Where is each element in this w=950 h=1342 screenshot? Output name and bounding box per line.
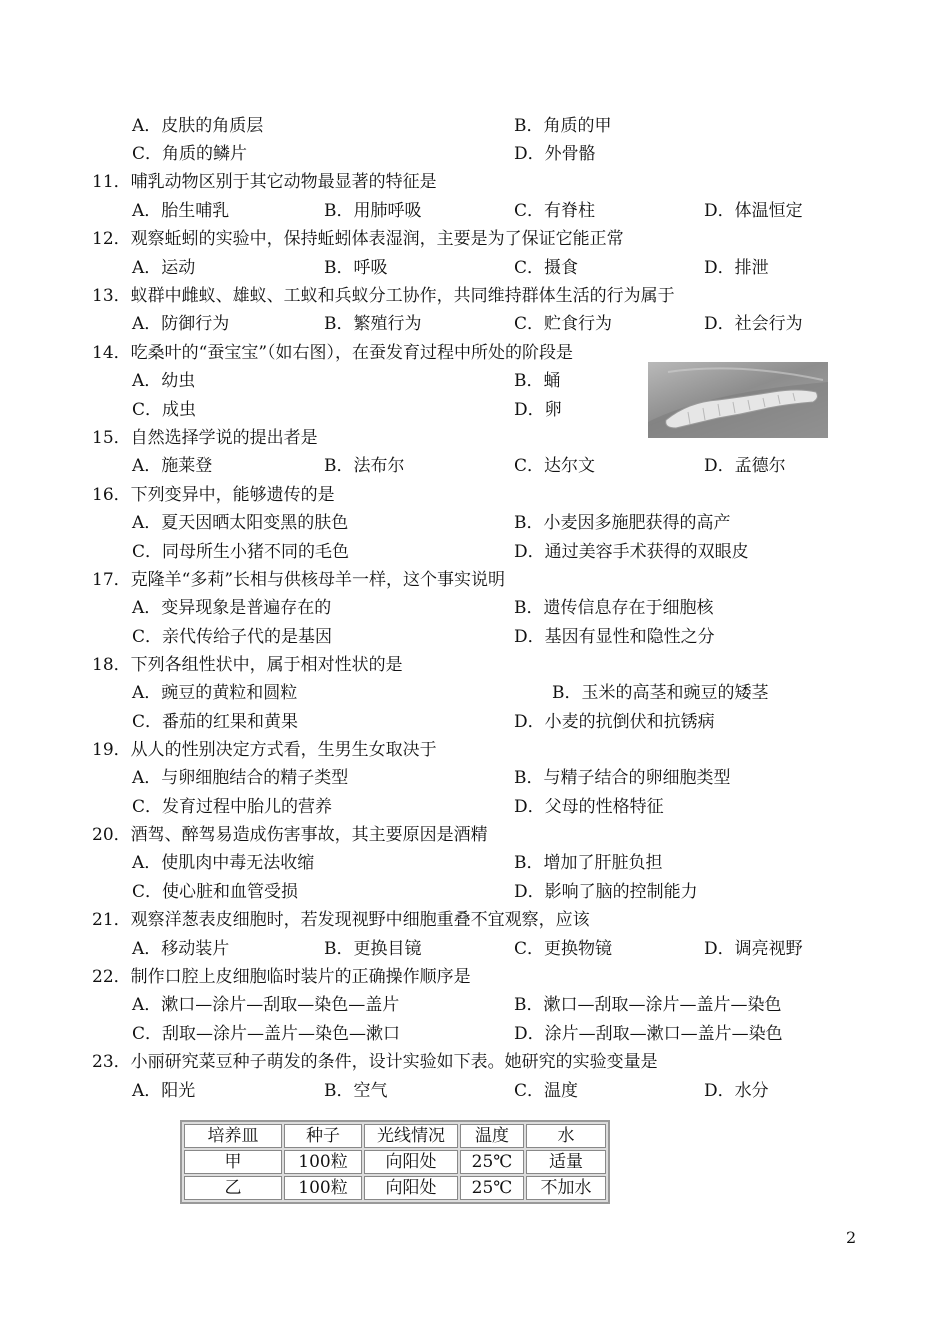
question-stem: 20．酒驾、醉驾易造成伤害事故，其主要原因是酒精 (92, 825, 488, 845)
option-a: A．与卵细胞结合的精子类型 (132, 768, 349, 788)
option-a: A．夏天因晒太阳变黑的肤色 (132, 513, 349, 533)
option-c: C．亲代传给子代的是基因 (132, 627, 333, 647)
table-cell: 向阳处 (364, 1176, 458, 1200)
table-header-cell: 培养皿 (184, 1124, 282, 1148)
option-c: C．使心脏和血管受损 (132, 882, 299, 902)
table-row (184, 1176, 606, 1200)
option-a: A．使肌肉中毒无法收缩 (132, 853, 315, 873)
option-b: B．增加了肝脏负担 (514, 853, 663, 873)
option-c: C．达尔文 (514, 456, 596, 476)
table-header-cell: 光线情况 (364, 1124, 458, 1148)
page-number: 2 (846, 1228, 857, 1247)
question-stem: 13．蚁群中雌蚁、雄蚁、工蚁和兵蚁分工协作，共同维持群体生活的行为属于 (92, 286, 675, 306)
option-d: D．通过美容手术获得的双眼皮 (514, 542, 749, 562)
option-b: B．玉米的高茎和豌豆的矮茎 (552, 683, 769, 703)
option-a: A．胎生哺乳 (132, 201, 230, 221)
option-b: B．用肺呼吸 (324, 201, 422, 221)
question-stem: 16．下列变异中，能够遗传的是 (92, 485, 335, 505)
option-c: C．有脊柱 (514, 201, 596, 221)
option-a: A．运动 (132, 258, 196, 278)
option-c: C．刮取—涂片—盖片—染色—漱口 (132, 1024, 401, 1044)
option-a: A．幼虫 (132, 371, 196, 391)
question-stem: 14．吃桑叶的“蚕宝宝”（如右图），在蚕发育过程中所处的阶段是 (92, 343, 574, 363)
option-c: C．更换物镜 (514, 939, 613, 959)
option-b: B．呼吸 (324, 258, 388, 278)
question-stem: 11．哺乳动物区别于其它动物最显著的特征是 (92, 172, 437, 192)
table-header-row (184, 1124, 606, 1148)
question-stem: 17．克隆羊“多莉”长相与供核母羊一样，这个事实说明 (92, 570, 506, 590)
option-a: A．移动装片 (132, 939, 230, 959)
option-b: B．与精子结合的卵细胞类型 (514, 768, 731, 788)
q10-option-b: B．角质的甲 (514, 116, 612, 136)
silkworm-photo (648, 362, 828, 438)
option-c: C．发育过程中胎儿的营养 (132, 797, 333, 817)
question-stem: 22．制作口腔上皮细胞临时装片的正确操作顺序是 (92, 967, 471, 987)
option-d: D．体温恒定 (704, 201, 803, 221)
option-c: C．摄食 (514, 258, 579, 278)
table-header-cell: 温度 (460, 1124, 524, 1148)
q10-option-a: A．皮肤的角质层 (132, 116, 264, 136)
option-b: B．遗传信息存在于细胞核 (514, 598, 714, 618)
option-b: B．更换目镜 (324, 939, 422, 959)
question-stem: 19．从人的性别决定方式看，生男生女取决于 (92, 740, 437, 760)
table-cell: 乙 (184, 1176, 282, 1200)
experiment-table (180, 1120, 610, 1204)
option-d: D．孟德尔 (704, 456, 786, 476)
option-d: D．排泄 (704, 258, 769, 278)
question-stem: 18．下列各组性状中，属于相对性状的是 (92, 655, 403, 675)
option-a: A．施莱登 (132, 456, 213, 476)
option-a: A．变异现象是普遍存在的 (132, 598, 332, 618)
option-d: D．基因有显性和隐性之分 (514, 627, 715, 647)
option-b: B．空气 (324, 1081, 388, 1101)
option-d: D．水分 (704, 1081, 769, 1101)
table-cell: 100粒 (284, 1150, 362, 1174)
question-stem: 12．观察蚯蚓的实验中，保持蚯蚓体表湿润，主要是为了保证它能正常 (92, 229, 624, 249)
option-c: C．同母所生小猪不同的毛色 (132, 542, 350, 562)
table-cell: 向阳处 (364, 1150, 458, 1174)
table-cell: 适量 (526, 1150, 606, 1174)
question-stem: 15．自然选择学说的提出者是 (92, 428, 318, 448)
option-c: C．温度 (514, 1081, 579, 1101)
option-b: B．小麦因多施肥获得的高产 (514, 513, 731, 533)
option-d: D．调亮视野 (704, 939, 803, 959)
option-a: A．漱口—涂片—刮取—染色—盖片 (132, 995, 400, 1015)
table-cell: 25℃ (460, 1150, 524, 1174)
option-d: D．影响了脑的控制能力 (514, 882, 698, 902)
table-cell: 不加水 (526, 1176, 606, 1200)
option-b: B．法布尔 (324, 456, 405, 476)
option-d: D．卵 (514, 400, 562, 420)
option-c: C．贮食行为 (514, 314, 613, 334)
table-cell: 25℃ (460, 1176, 524, 1200)
option-a: A．豌豆的黄粒和圆粒 (132, 683, 298, 703)
question-stem: 23．小丽研究菜豆种子萌发的条件，设计实验如下表。她研究的实验变量是 (92, 1052, 658, 1072)
option-c: C．番茄的红果和黄果 (132, 712, 299, 732)
question-stem: 21．观察洋葱表皮细胞时，若发现视野中细胞重叠不宜观察，应该 (92, 910, 590, 930)
silkworm-illustration (648, 362, 828, 438)
table-row (184, 1150, 606, 1174)
option-d: D．小麦的抗倒伏和抗锈病 (514, 712, 715, 732)
option-d: D．父母的性格特征 (514, 797, 664, 817)
option-b: B．漱口—刮取—涂片—盖片—染色 (514, 995, 782, 1015)
table-cell: 100粒 (284, 1176, 362, 1200)
option-d: D．社会行为 (704, 314, 803, 334)
q10-option-c: C．角质的鳞片 (132, 144, 248, 164)
q10-option-d: D．外骨骼 (514, 144, 596, 164)
option-a: A．防御行为 (132, 314, 230, 334)
option-b: B．繁殖行为 (324, 314, 422, 334)
table-cell: 甲 (184, 1150, 282, 1174)
option-b: B．蛹 (514, 371, 561, 391)
option-a: A．阳光 (132, 1081, 196, 1101)
option-c: C．成虫 (132, 400, 197, 420)
option-d: D．涂片—刮取—漱口—盖片—染色 (514, 1024, 783, 1044)
table-header-cell: 水 (526, 1124, 606, 1148)
table-header-cell: 种子 (284, 1124, 362, 1148)
